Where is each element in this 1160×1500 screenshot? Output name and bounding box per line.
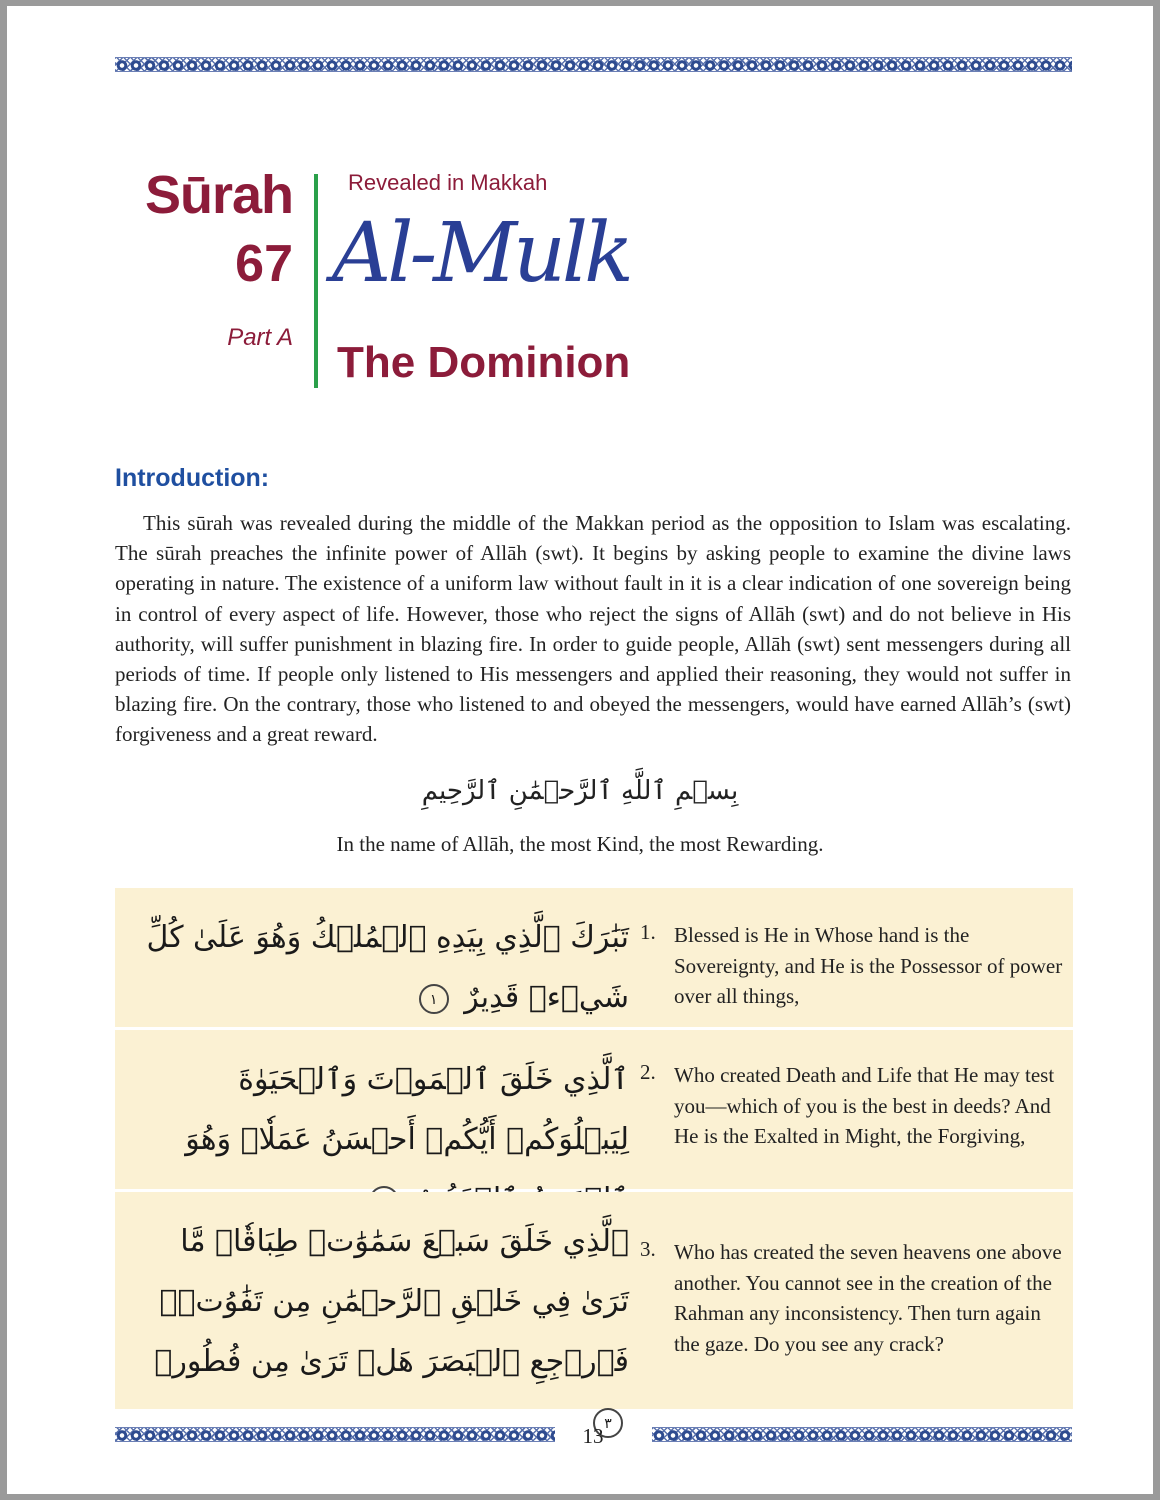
verse-translation: Blessed is He in Whose hand is the Sovereignty, and He is the Possessor of power over all things,: [674, 923, 1063, 1008]
basmala-arabic: بِسۡمِ ٱللَّهِ ٱلرَّحۡمَٰنِ ٱلرَّحِيمِ: [421, 776, 739, 806]
surah-number: 67: [235, 235, 293, 293]
verse-row: [115, 1192, 1073, 1432]
bottom-right-ornamental-border: [652, 1427, 1072, 1442]
verse-arabic-text: ٱلَّذِي خَلَقَ سَبۡعَ سَمَٰوَٰتٖ طِبَاقٗاۖ مَّا تَرَىٰ فِي خَلۡقِ ٱلرَّحۡمَٰنِ مِن تَفَٰوُتٖۖ فَٱرۡجِعِ ٱلۡبَصَرَ هَلۡ تَرَىٰ مِن فُطُورٖ: [154, 1224, 629, 1379]
introduction-text: This sūrah was revealed during the middle of the Makkan period as the opposition to Islam was escalating. The sūrah preaches the infinite power of Allāh (swt). It begins by asking people to examine the divine laws operating in nature. The existence of a uniform law without fault in it is a clear indication of one sovereign being in control of every aspect of life. However, those who reject the signs of Allāh (swt) and do not believe in His authority, will suffer punishment in blazing fire. In order to guide people, Allāh (swt) sent messengers during all periods of time. If people only listened to His messengers and applied their reasoning, they would not suffer in blazing fire. On the contrary, those who listened to and obeyed the messengers, would have earned Allāh’s (swt) forgiveness and a great reward.: [115, 511, 1071, 747]
part-label: Part A: [227, 324, 293, 351]
revelation-place: Revealed in Makkah: [348, 170, 548, 195]
verse-number: 3.: [640, 1237, 656, 1261]
verse-row: [115, 888, 1073, 1030]
verse-arabic: [139, 908, 629, 1028]
ayah-number-marker: ٣: [593, 1408, 623, 1438]
surah-english-name: The Dominion: [337, 338, 631, 387]
verse-arabic-text: ٱلَّذِي خَلَقَ ٱلۡمَوۡتَ وَٱلۡحَيَوٰةَ لِيَبۡلُوَكُمۡ أَيُّكُمۡ أَحۡسَنُ عَمَلٗاۚ وَهُوَ: [185, 1062, 629, 1157]
verse-list: [115, 888, 1073, 1432]
verse-translation: Who created Death and Life that He may test you—which of you is the best in deeds? And He is the Exalted in Might, the Forgiving,: [674, 1063, 1055, 1148]
bottom-left-ornamental-border: [115, 1427, 555, 1442]
ayah-number-marker: ١: [419, 984, 449, 1014]
verse-row: [115, 1030, 1073, 1192]
surah-label: Sūrah: [144, 165, 293, 225]
verse-number: 2.: [640, 1060, 656, 1084]
book-page: [7, 6, 1153, 1494]
verse-arabic: [139, 1212, 629, 1452]
basmala-translation: In the name of Allāh, the most Kind, the most Rewarding.: [336, 832, 824, 856]
title-divider: [314, 174, 318, 388]
top-ornamental-border: [115, 57, 1072, 72]
surah-name: Al-Mulk: [332, 206, 630, 301]
verse-number: 1.: [640, 920, 656, 944]
introduction-heading: Introduction:: [115, 464, 270, 492]
page-number: 13: [582, 1424, 604, 1448]
verse-arabic-text: تَبَٰرَكَ ٱلَّذِي بِيَدِهِ ٱلۡمُلۡكُ وَهُوَ عَلَىٰ كُلِّ شَيۡءٖ قَدِيرٌ: [146, 920, 629, 1015]
verse-translation: Who has created the seven heavens one above another. You cannot see in the creation of the Rahman any inconsistency. Then turn again the gaze. Do you see any crack?: [674, 1240, 1062, 1356]
